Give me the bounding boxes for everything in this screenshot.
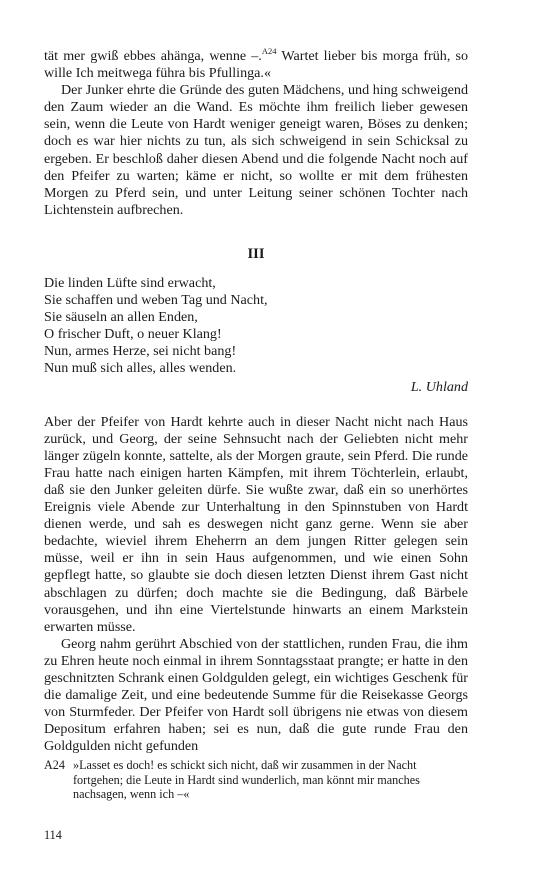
footnote-text: »Lasset es doch! es schickt sich nicht, daß wir zusammen in der Nacht fortgehen; die Leute in Hardt sind wunderlich, man könnt mir manches nachsagen, wenn ich –« [73,758,420,802]
paragraph-text: tät mer gwiß ebbes ahänga, wenne –. [44,48,262,64]
paragraph: Der Junker ehrte die Gründe des guten Mädchens, und hing schweigend den Zaum wieder an die Wand. Es möchte ihm freilich lieber gewesen sein, wenn die Leute von Hardt weniger geneigt waren, Böses zu denken; doch es war hier nichts zu tun, als sich schweigend in sein Schicksal zu ergeben. Er beschloß daher diesen Abend und die folgende Nacht noch auf den Pfeifer zu warten; käme er nicht, so wollte er mit dem frühesten Morgen zu Pferd sein, und unter Leitung seiner schönen Tochter nach Lichtenstein aufbrechen. [44,82,468,218]
poem-line: Nun muß sich alles, alles wenden. [44,360,237,377]
poem-line: Nun, armes Herze, sei nicht bang! [44,343,237,360]
footnote-reference[interactable]: A24 [261,46,277,56]
poem-epigraph [44,275,468,378]
poem-author: L. Uhland [410,378,468,395]
poem-line: Sie schaffen und weben Tag und Nacht, [44,292,268,309]
footnote [44,758,468,802]
page-number: 114 [44,828,62,842]
poem-line: Die linden Lüfte sind erwacht, [44,274,216,291]
chapter-heading: III [247,245,265,262]
poem-line: O frischer Duft, o neuer Klang! [44,326,222,343]
paragraph-continued [44,48,468,82]
paragraph: Aber der Pfeifer von Hardt kehrte auch in dieser Nacht nicht nach Haus zurück, und Georg, der seine Sehnsucht nach der Geliebten nicht mehr länger zügeln konnte, sattelte, als der Morgen graute, sein Pferd. Die runde Frau hatte nach einigen harten Kämpfen, mit ihrem Töchterlein, erlaubt, daß sie den Junker geleiten dürfe. Sie wußte zwar, daß ein so unerhörtes Ereignis viele Abende zur Unterhaltung in den Spinnstuben von Hardt dienen werde, und sah es deswegen nicht ganz gerne. Wenn sie aber bedachte, wieviel ihrem Eheherrn an dem jungen Ritter gelegen sein müsse, weil er ihn in sein Haus aufgenommen, und wie einen Sohn gepflegt hatte, so glaubte sie doch diesen letzten Dienst ihrem Gast nicht abschlagen zu dürfen; doch machte sie die Bedingung, daß Bärbele vorausgehen, und ihn eine Viertelstunde hinwarts an einem Markstein erwarten müsse. [44,413,468,635]
page-body [44,48,468,755]
poem-line: Sie säuseln an allen Enden, [44,309,198,326]
paragraph-text: Wartet lieber bis morga früh, so wille Ich meitwega führa bis Pfullinga.« [44,48,468,82]
footnote-label: A24 [44,758,65,772]
paragraph: Georg nahm gerührt Abschied von der stattlichen, runden Frau, die ihm zu Ehren heute noch einmal in ihrem Sonntagsstaat prangte; er hatte in den geschnitzten Schrank einen Goldgulden gelegt, ein wichtiges Geschenk für die damalige Zeit, und eine bedeutende Summe für die Reisekasse Georgs von Sturmfeder. Der Pfeifer von Hardt soll übrigens nie etwas von diesem Depositum erfahren haben; sei es nun, daß die gute runde Frau den Goldgulden nicht gefunden [44,635,468,755]
